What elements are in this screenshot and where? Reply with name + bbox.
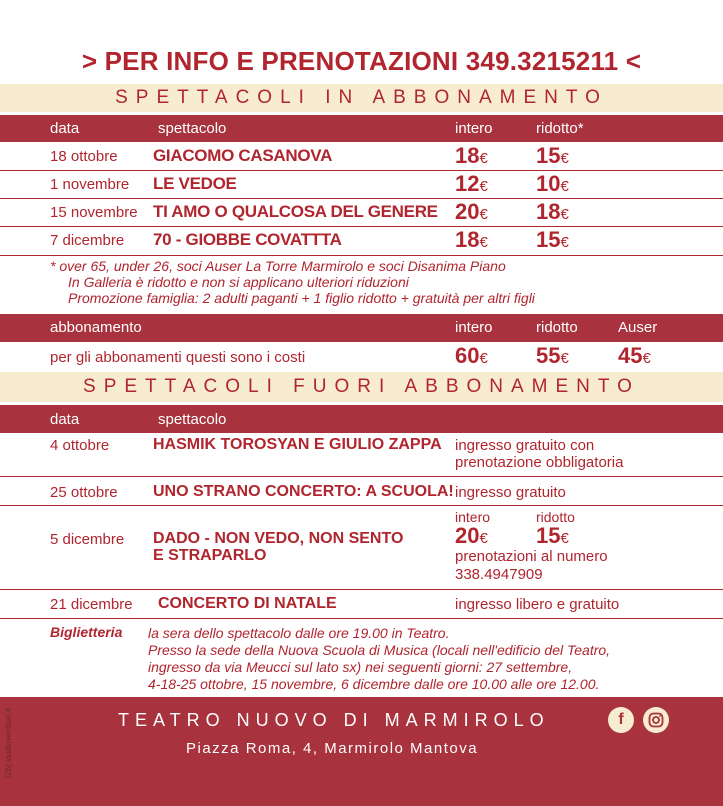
- col-ridotto: ridotto*: [536, 120, 584, 137]
- col-data: data: [50, 120, 80, 137]
- section-title-fuori: SPETTACOLI FUORI ABBONAMENTO: [0, 372, 723, 402]
- biglietteria-line: 4-18-25 ottobre, 15 novembre, 6 dicembre dalle ore 10.00 alle ore 12.00.: [148, 676, 600, 692]
- row-price-intero: 18€: [455, 227, 488, 252]
- row-show: 70 - GIOBBE COVATTTA: [153, 230, 342, 249]
- col-spettacolo: spettacolo: [158, 120, 227, 137]
- row-price-ridotto: 15€: [536, 227, 569, 252]
- fuori-row-show: HASMIK TOROSYAN E GIULIO ZAPPA: [153, 436, 442, 453]
- note-line: * over 65, under 26, soci Auser La Torre Marmirolo e soci Disanima Piano: [50, 258, 506, 274]
- facebook-icon[interactable]: f: [608, 707, 634, 733]
- fuori-row-info: prenotazioni al numero: [455, 548, 608, 565]
- row-divider: [0, 618, 723, 619]
- biglietteria-line: la sera dello spettacolo dalle ore 19.00 in Teatro.: [148, 625, 450, 641]
- col-ridotto: ridotto: [536, 319, 578, 336]
- fuori-row-info: ingresso libero e gratuito: [455, 596, 620, 613]
- fuori-price-intero: 20€: [455, 523, 488, 548]
- fuori-price-ridotto: 15€: [536, 523, 569, 548]
- subscription-label: per gli abbonamenti questi sono i costi: [50, 349, 306, 366]
- fuori-row-info: prenotazione obbligatoria: [455, 454, 624, 471]
- subscription-price-intero: 60€: [455, 343, 488, 368]
- info-title: > PER INFO E PRENOTAZIONI 349.3215211 <: [81, 46, 642, 76]
- fuori-row-phone: 338.4947909: [455, 566, 543, 583]
- biglietteria-line: ingresso da via Meucci sul lato sx) nei seguenti giorni: 27 settembre,: [148, 659, 573, 675]
- fuori-row-show: UNO STRANO CONCERTO: A SCUOLA!: [153, 483, 454, 500]
- row-show: LE VEDOE: [153, 174, 237, 193]
- col-auser: Auser: [618, 319, 658, 336]
- row-show: GIACOMO CASANOVA: [153, 146, 333, 165]
- fuori-col-intero: intero: [455, 509, 491, 525]
- instagram-icon[interactable]: [643, 707, 669, 733]
- fuori-row-date: 21 dicembre: [50, 596, 133, 613]
- subscription-price-auser: 45€: [618, 343, 651, 368]
- col-abbonamento: abbonamento: [50, 319, 142, 336]
- studio-credit: [26] studioventisei.it: [4, 707, 13, 778]
- col-spettacolo: spettacolo: [158, 411, 227, 428]
- fuori-row-info: ingresso gratuito: [455, 484, 566, 501]
- abbonamento-header-row: [0, 115, 723, 142]
- table-row: [0, 226, 723, 254]
- theatre-name: TEATRO NUOVO DI MARMIROLO: [118, 710, 550, 730]
- biglietteria-line: Presso la sede della Nuova Scuola di Musica (locali nell'edificio del Teatro,: [148, 642, 611, 658]
- subscription-header-row: [0, 314, 723, 342]
- row-price-ridotto: 15€: [536, 143, 569, 168]
- row-divider: [0, 255, 723, 256]
- row-price-ridotto: 18€: [536, 199, 569, 224]
- col-intero: intero: [455, 319, 493, 336]
- note-line: In Galleria è ridotto e non si applicano ulteriori riduzioni: [68, 274, 409, 290]
- row-divider: [0, 476, 723, 477]
- row-divider: [0, 505, 723, 506]
- fuori-row-date: 4 ottobre: [50, 437, 110, 454]
- row-price-intero: 12€: [455, 171, 488, 196]
- fuori-row-date: 5 dicembre: [50, 531, 125, 548]
- section-title-abbonamento: SPETTACOLI IN ABBONAMENTO: [0, 84, 723, 112]
- col-data: data: [50, 411, 80, 428]
- fuori-row-show: CONCERTO DI NATALE: [158, 595, 337, 612]
- row-date: 18 ottobre: [50, 148, 118, 165]
- fuori-header-row: [0, 405, 723, 433]
- subscription-price-ridotto: 55€: [536, 343, 569, 368]
- instagram-glyph: [648, 712, 664, 728]
- fuori-row-show: E STRAPARLO: [153, 547, 267, 564]
- row-price-intero: 18€: [455, 143, 488, 168]
- table-row: [0, 142, 723, 170]
- row-date: 1 novembre: [50, 176, 130, 193]
- row-price-intero: 20€: [455, 199, 488, 224]
- fuori-col-ridotto: ridotto: [536, 509, 575, 525]
- row-divider: [0, 589, 723, 590]
- row-show: TI AMO O QUALCOSA DEL GENERE: [153, 202, 438, 221]
- fuori-row-show: DADO - NON VEDO, NON SENTO: [153, 530, 404, 547]
- theatre-address: Piazza Roma, 4, Marmirolo Mantova: [186, 740, 479, 757]
- footer: [0, 697, 723, 806]
- table-row: [0, 170, 723, 198]
- fuori-row-info: ingresso gratuito con: [455, 437, 595, 454]
- biglietteria-label: Biglietteria: [50, 624, 123, 640]
- col-intero: intero: [455, 120, 493, 137]
- row-date: 15 novembre: [50, 204, 138, 221]
- row-date: 7 dicembre: [50, 232, 125, 249]
- row-price-ridotto: 10€: [536, 171, 569, 196]
- subscription-row: [0, 342, 723, 370]
- table-row: [0, 198, 723, 226]
- note-line: Promozione famiglia: 2 adulti paganti + 1 figlio ridotto + gratuità per altri figli: [68, 290, 535, 306]
- fuori-row-date: 25 ottobre: [50, 484, 118, 501]
